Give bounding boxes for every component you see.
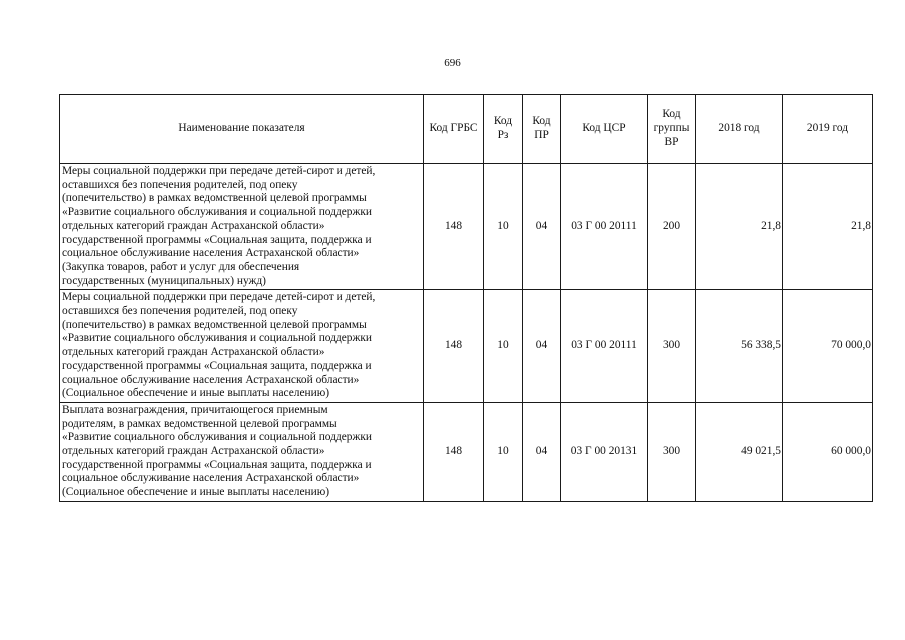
row-vr: 300: [648, 402, 696, 501]
row-rz: 10: [484, 402, 523, 501]
row-grbs: 148: [424, 290, 484, 403]
row-name: Выплата вознаграждения, причитающегося приемным родителям, в рамках ведомственной целевой программы «Развитие социального обслуживания и социальной поддержки отдельных категорий граждан Астраханской области» государственной программы «Социальная защита, поддержка и социальное обслуживание населения Астраханской области» (Социальное обеспечение и иные выплаты населению): [60, 402, 424, 501]
header-name: Наименование показателя: [60, 95, 424, 164]
page-number: 696: [444, 57, 461, 69]
row-2019: 21,8: [783, 164, 873, 290]
row-rz: 10: [484, 164, 523, 290]
table-row: [60, 164, 873, 290]
row-2018: 49 021,5: [696, 402, 783, 501]
row-vr: 200: [648, 164, 696, 290]
row-csr: 03 Г 00 20131: [561, 402, 648, 501]
header-2019: 2019 год: [783, 95, 873, 164]
row-csr: 03 Г 00 20111: [561, 164, 648, 290]
row-grbs: 148: [424, 164, 484, 290]
header-row: [60, 95, 873, 164]
row-rz: 10: [484, 290, 523, 403]
row-2019: 60 000,0: [783, 402, 873, 501]
header-2018: 2018 год: [696, 95, 783, 164]
table-row: [60, 290, 873, 403]
row-name: Меры социальной поддержки при передаче детей-сирот и детей, оставшихся без попечения родителей, под опеку (попечительство) в рамках ведомственной целевой программы «Развитие социального обслуживания и социальной поддержки отдельных категорий граждан Астраханской области» государственной программы «Социальная защита, поддержка и социальное обслуживание населения Астраханской области» (Закупка товаров, работ и услуг для обеспечения государственных (муниципальных) нужд): [60, 164, 424, 290]
header-pr: Код ПР: [523, 95, 561, 164]
row-2018: 21,8: [696, 164, 783, 290]
row-pr: 04: [523, 290, 561, 403]
row-csr: 03 Г 00 20111: [561, 290, 648, 403]
row-pr: 04: [523, 402, 561, 501]
header-rz: Код Рз: [484, 95, 523, 164]
row-pr: 04: [523, 164, 561, 290]
row-2018: 56 338,5: [696, 290, 783, 403]
row-2019: 70 000,0: [783, 290, 873, 403]
row-grbs: 148: [424, 402, 484, 501]
table-row: [60, 402, 873, 501]
header-grbs: Код ГРБС: [424, 95, 484, 164]
budget-table: [59, 94, 873, 502]
row-name: Меры социальной поддержки при передаче детей-сирот и детей, оставшихся без попечения родителей, под опеку (попечительство) в рамках ведомственной целевой программы «Развитие социального обслуживания и социальной поддержки отдельных категорий граждан Астраханской области» государственной программы «Социальная защита, поддержка и социальное обслуживание населения Астраханской области» (Социальное обеспечение и иные выплаты населению): [60, 290, 424, 403]
header-csr: Код ЦСР: [561, 95, 648, 164]
row-vr: 300: [648, 290, 696, 403]
header-vr: Код группы ВР: [648, 95, 696, 164]
